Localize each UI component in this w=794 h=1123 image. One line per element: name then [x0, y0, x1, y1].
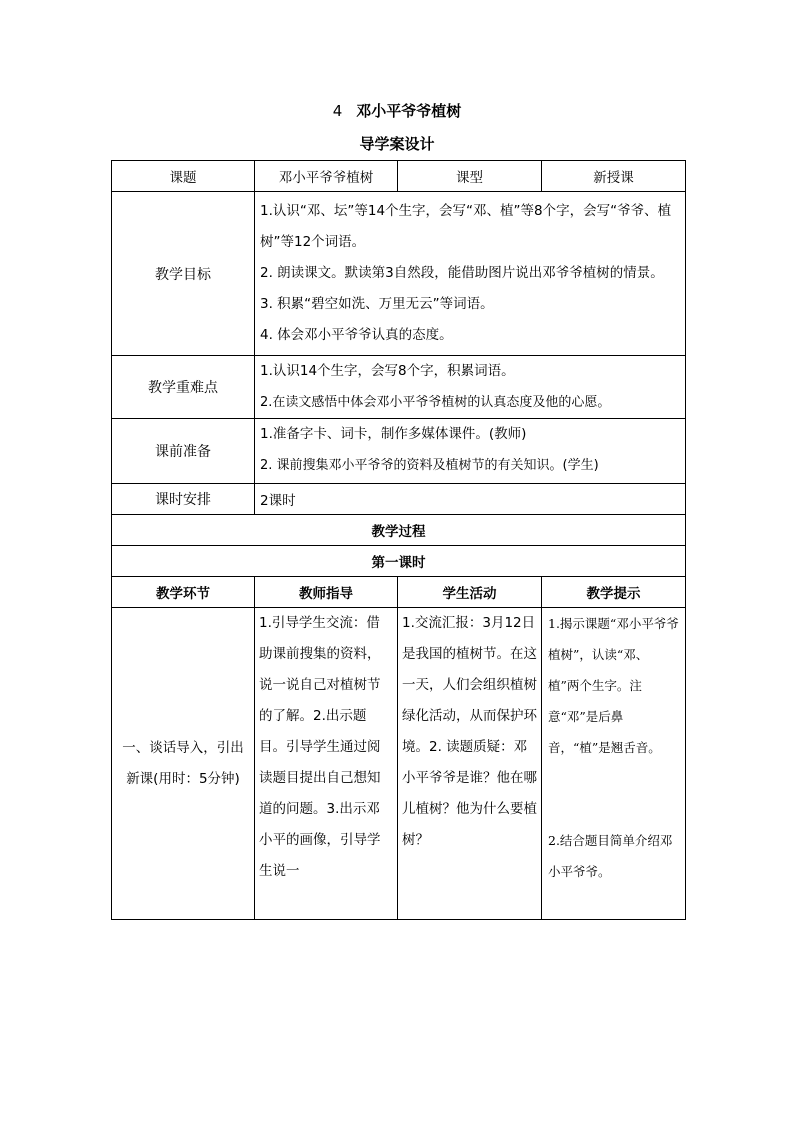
first-lesson-row: [112, 546, 686, 577]
teaching-hint-item: 1.揭示课题“邓小平爷爷植树”，认读“邓、植”两个生字。注意“邓”是后鼻音，“植”是翘舌音。: [548, 616, 679, 755]
hint-spacer: [548, 763, 679, 825]
first-lesson-title: 第一课时: [112, 546, 686, 577]
process-title-row: [112, 515, 686, 546]
process-title: 教学过程: [112, 515, 686, 546]
student-activity: 1.交流汇报：3月12日是我国的植树节。在这一天，人们会组织植树绿化活动，从而保护环境。2. 读题质疑：邓小平爷爷是谁？他在哪儿植树？他为什么要植树？: [398, 608, 542, 920]
type-value: 新授课: [542, 161, 686, 192]
teaching-hint-item: 2.结合题目简单介绍邓小平爷爷。: [548, 833, 673, 879]
topic-label: 课题: [112, 161, 255, 192]
column-header-stage: 教学环节: [112, 577, 255, 608]
lesson-number: 4: [332, 102, 343, 120]
type-label: 课型: [398, 161, 542, 192]
teaching-hint: [542, 608, 686, 920]
objectives-row: [112, 192, 686, 356]
lesson-subtitle: 导学案设计: [359, 135, 435, 153]
stage-row: [112, 608, 686, 920]
lesson-title-text: 邓小平爷爷植树: [356, 102, 462, 120]
topic-row: [112, 161, 686, 192]
preparation-item: 2. 课前搜集邓小平爷爷的资料及植树节的有关知识。(学生): [260, 458, 599, 473]
key-point-item: 1.认识14个生字，会写8个字，积累词语。: [260, 363, 515, 379]
key-points-content: [255, 356, 686, 419]
topic-value: 邓小平爷爷植树: [255, 161, 398, 192]
objective-item: 3. 积累“碧空如洗、万里无云”等词语。: [260, 296, 494, 312]
objectives-content: [255, 192, 686, 356]
column-header-row: [112, 577, 686, 608]
key-points-label: 教学重难点: [112, 356, 255, 419]
preparation-item: 1.准备字卡、词卡，制作多媒体课件。(教师): [260, 426, 527, 442]
lesson-title: [0, 100, 794, 121]
schedule-row: [112, 484, 686, 515]
key-point-item: 2.在读文感悟中体会邓小平爷爷植树的认真态度及他的心愿。: [260, 395, 611, 410]
preparation-label: 课前准备: [112, 419, 255, 484]
teacher-guidance: 1.引导学生交流：借助课前搜集的资料，说一说自己对植树节的了解。2.出示题目。引导学生通过阅读题目提出自己想知道的问题。3.出示邓小平的画像，引导学生说一: [255, 608, 398, 920]
column-header-student: 学生活动: [398, 577, 542, 608]
objective-item: 1.认识“邓、坛”等14个生字，会写“邓、植”等8个字，会写“爷爷、植树”等12个词语。: [260, 203, 672, 250]
objectives-label: 教学目标: [112, 192, 255, 356]
objective-item: 2. 朗读课文。默读第3自然段，能借助图片说出邓爷爷植树的情景。: [260, 265, 664, 281]
preparation-row: [112, 419, 686, 484]
column-header-teacher: 教师指导: [255, 577, 398, 608]
objective-item: 4. 体会邓小平爷爷认真的态度。: [260, 327, 453, 343]
schedule-label: 课时安排: [112, 484, 255, 515]
column-header-hint: 教学提示: [542, 577, 686, 608]
key-points-row: [112, 356, 686, 419]
schedule-value: 2课时: [255, 484, 686, 515]
lesson-plan-table: [111, 160, 686, 920]
preparation-content: [255, 419, 686, 484]
stage-name: 一、谈话导入，引出新课(用时：5分钟): [112, 608, 255, 920]
